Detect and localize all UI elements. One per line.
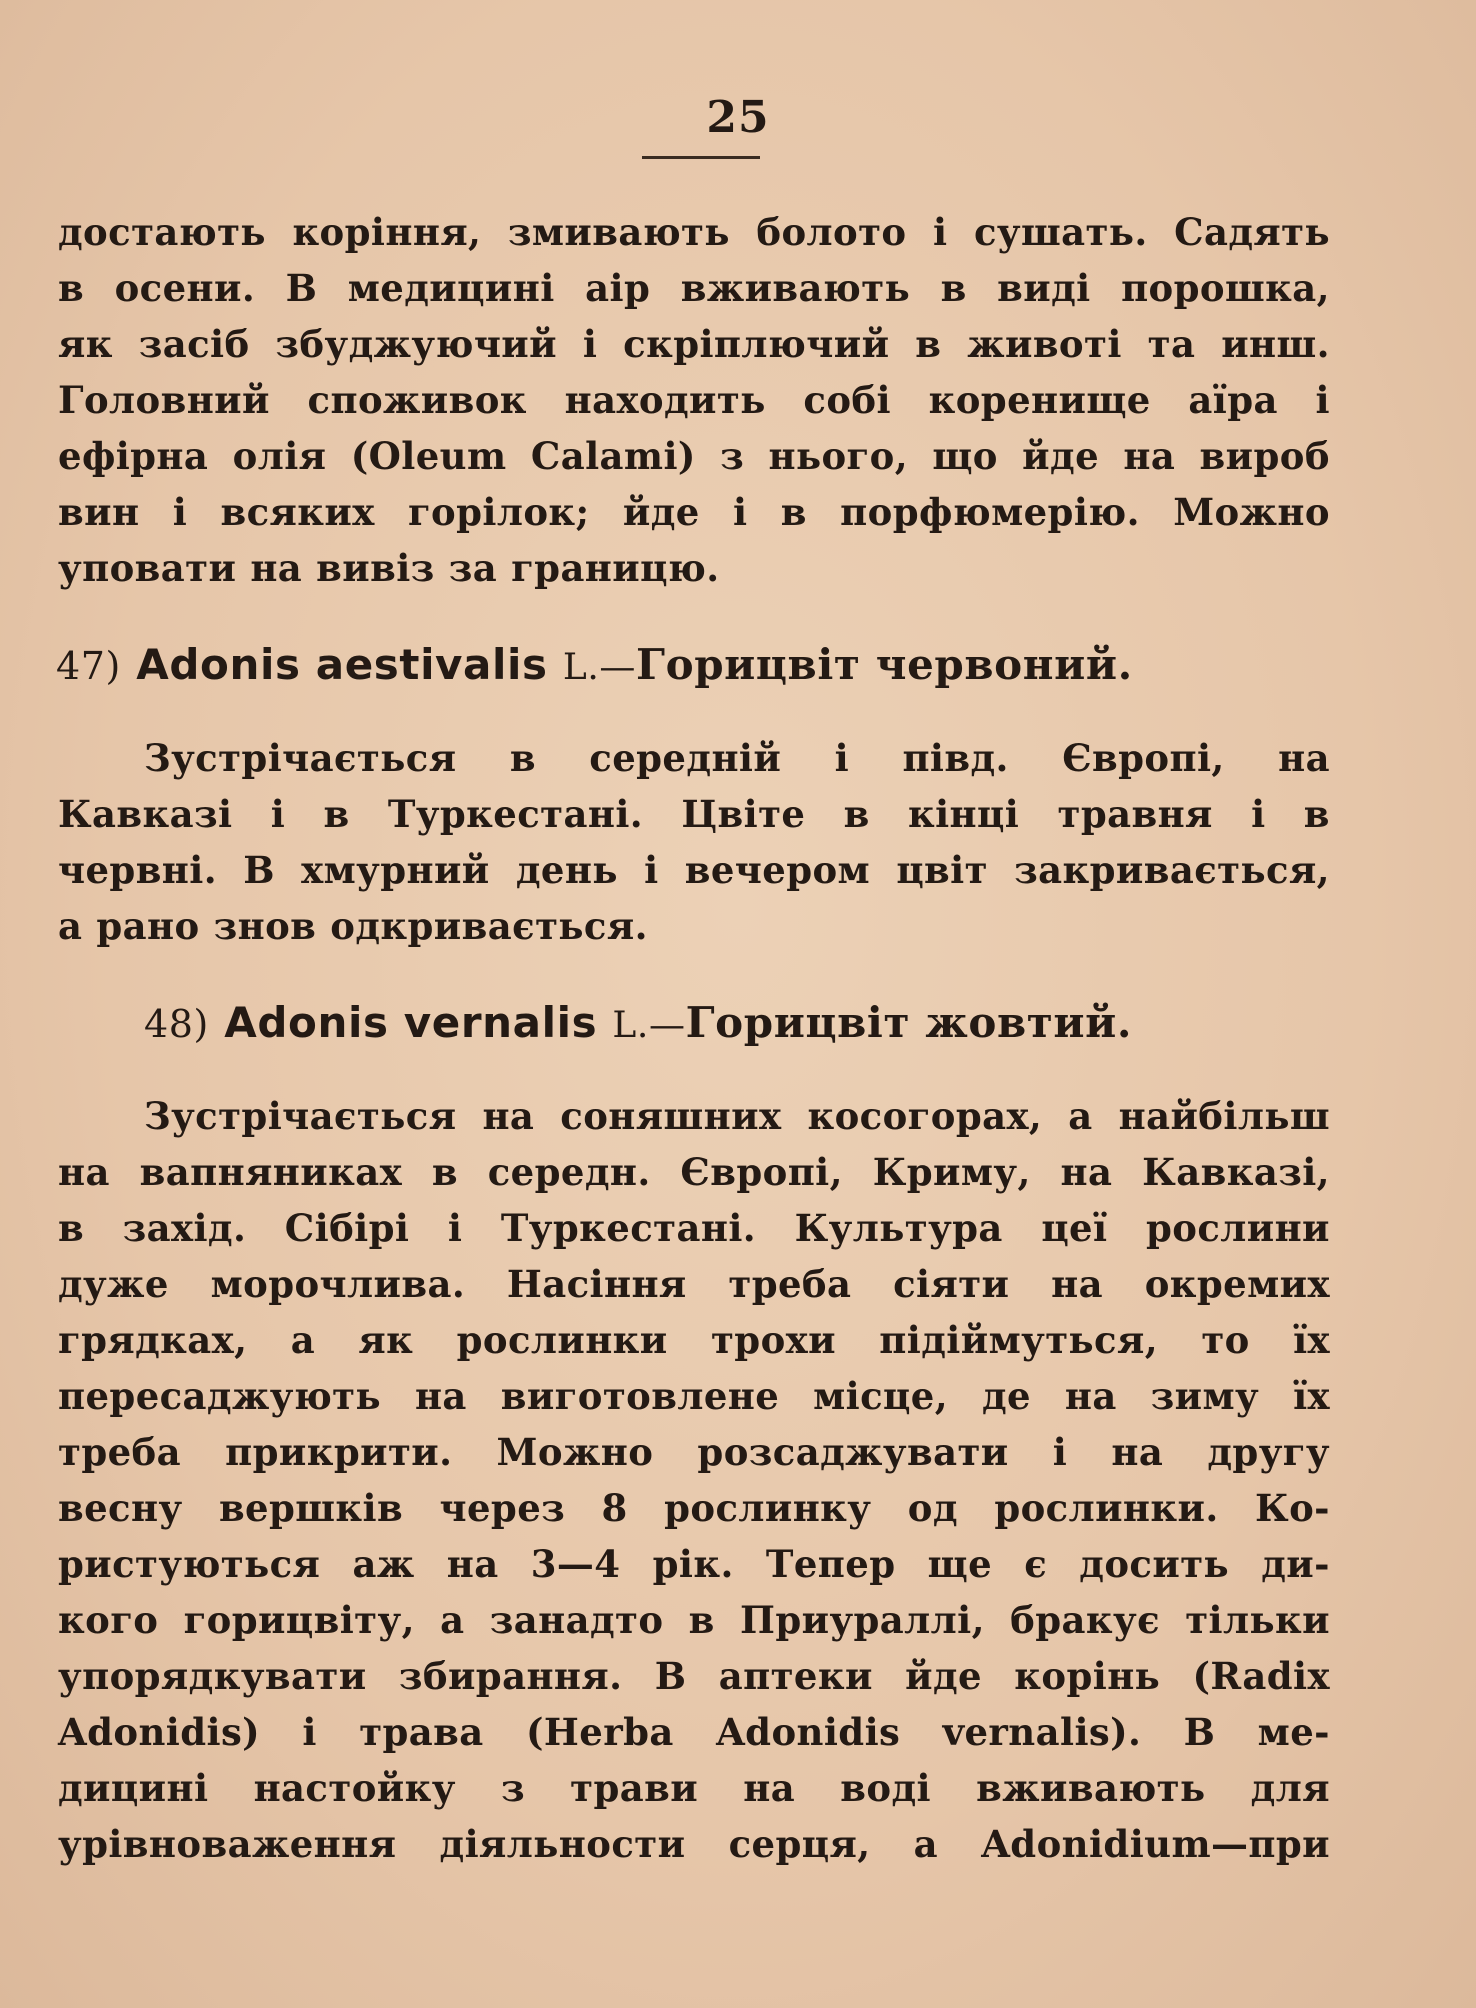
word: Ко- — [1255, 1486, 1330, 1530]
text-line — [58, 1256, 1330, 1312]
word: і — [834, 736, 850, 780]
word: на — [1123, 434, 1176, 478]
word: В — [1183, 1710, 1216, 1754]
word: Культура — [794, 1206, 1003, 1250]
word: вершків — [218, 1486, 404, 1530]
word: а — [1068, 1094, 1093, 1138]
word: вин — [58, 490, 140, 534]
text-line — [58, 204, 1330, 260]
word: Зустрічається — [144, 736, 457, 780]
word: Кавказі, — [1142, 1150, 1330, 1194]
word: косогорах, — [807, 1094, 1043, 1138]
word: Adonidium—при — [981, 1822, 1330, 1866]
word: находить — [564, 378, 766, 422]
word: другу — [1207, 1430, 1330, 1474]
word: знов — [213, 904, 317, 948]
word: аж — [352, 1542, 415, 1586]
word: і — [172, 490, 188, 534]
word: Сібірі — [284, 1206, 410, 1250]
word: Adonidis — [716, 1710, 901, 1754]
word: В — [243, 848, 275, 892]
word: Adonidis) — [58, 1710, 261, 1754]
word: і — [582, 322, 598, 366]
word: і — [447, 1206, 463, 1250]
word: то — [1201, 1318, 1250, 1362]
entry-number: 47) — [56, 644, 121, 688]
word: сіяти — [893, 1262, 1010, 1306]
word: на — [482, 1094, 535, 1138]
word: з — [720, 434, 745, 478]
word: аїра — [1188, 378, 1278, 422]
dash: — — [648, 1005, 686, 1046]
word: морочлива. — [210, 1262, 466, 1306]
text-line — [58, 260, 1330, 316]
word: на — [1278, 736, 1330, 780]
word: як — [358, 1318, 414, 1362]
word: а — [290, 1318, 316, 1362]
word: виготовлене — [500, 1374, 780, 1418]
word: засіб — [138, 322, 250, 366]
word: медицині — [347, 266, 555, 310]
word: Можно — [1173, 490, 1330, 534]
word: через — [439, 1486, 566, 1530]
word: коренище — [928, 378, 1151, 422]
word: аір — [585, 266, 651, 310]
word: границю. — [511, 546, 720, 590]
text-line — [58, 730, 1330, 786]
word: а — [58, 904, 83, 948]
word: зиму — [1150, 1374, 1260, 1418]
word: в — [1303, 792, 1330, 836]
word: животі — [967, 322, 1122, 366]
word: Туркестані. — [500, 1206, 757, 1250]
word: В — [285, 266, 318, 310]
word: порфюмерію. — [840, 490, 1140, 534]
word: В — [654, 1654, 687, 1698]
word: Тепер — [765, 1542, 896, 1586]
word: инш. — [1221, 322, 1330, 366]
word: вживають — [976, 1766, 1206, 1810]
word: олія — [232, 434, 327, 478]
word: Приураллі, — [740, 1598, 985, 1642]
word: червні. — [58, 848, 218, 892]
text-line — [58, 1368, 1330, 1424]
word: цвіт — [896, 848, 988, 892]
word: вечером — [684, 848, 871, 892]
entry-48-heading — [144, 998, 1132, 1047]
word: виді — [997, 266, 1091, 310]
word: аптеки — [718, 1654, 873, 1698]
word: окремих — [1144, 1262, 1330, 1306]
word: день — [515, 848, 618, 892]
word: і — [302, 1710, 317, 1754]
word: розсаджувати — [697, 1430, 1009, 1474]
text-line — [58, 1088, 1330, 1144]
word: і — [1251, 792, 1266, 836]
word: і — [1052, 1430, 1068, 1474]
word: vernalis). — [942, 1710, 1142, 1754]
word: 3—4 — [530, 1542, 621, 1586]
word: на — [58, 1150, 110, 1194]
word: а — [913, 1822, 939, 1866]
word: порошка, — [1121, 266, 1330, 310]
text-line — [58, 484, 1330, 540]
word: в — [58, 266, 85, 310]
word: в — [915, 322, 942, 366]
word: на — [743, 1766, 796, 1810]
word: коріння, — [292, 210, 482, 254]
word: що — [932, 434, 998, 478]
word: серця, — [728, 1822, 871, 1866]
text-line — [58, 1480, 1330, 1536]
word: весну — [58, 1486, 183, 1530]
word: одкривається. — [330, 904, 648, 948]
text-line — [58, 1648, 1330, 1704]
latin-name: Adonis aestivalis — [136, 640, 548, 689]
word: кого — [58, 1598, 159, 1642]
word: дицині — [58, 1766, 209, 1810]
word: цеї — [1041, 1206, 1108, 1250]
word: пересаджують — [58, 1374, 382, 1418]
word: вживають — [680, 266, 911, 310]
word: і — [644, 848, 659, 892]
word: рано — [96, 904, 200, 948]
word: Зустрічається — [144, 1094, 457, 1138]
word: в — [940, 266, 967, 310]
word: є — [1024, 1542, 1048, 1586]
author-abbrev: L. — [612, 1005, 649, 1046]
word: Садять — [1174, 210, 1330, 254]
word: за — [448, 546, 498, 590]
text-line — [58, 1760, 1330, 1816]
word: треба — [58, 1430, 181, 1474]
common-name: Горицвіт жовтий. — [685, 998, 1133, 1047]
word: рослинки. — [994, 1486, 1219, 1530]
word: Головний — [58, 378, 270, 422]
word: місце, — [813, 1374, 949, 1418]
word: достають — [58, 210, 266, 254]
word: од — [907, 1486, 958, 1530]
word: йде — [622, 490, 700, 534]
text-line — [58, 316, 1330, 372]
common-name: Горицвіт червоний. — [635, 640, 1133, 689]
word: трави — [570, 1766, 699, 1810]
word: рослинки — [456, 1318, 668, 1362]
word: їх — [1293, 1374, 1330, 1418]
word: і — [270, 792, 286, 836]
word: хмурний — [301, 848, 490, 892]
word: на — [1064, 1374, 1117, 1418]
word: підіймуться, — [879, 1318, 1159, 1362]
text-line — [58, 898, 1330, 954]
word: діяльности — [439, 1822, 686, 1866]
word: травня — [1057, 792, 1213, 836]
text-line — [58, 1536, 1330, 1592]
word: рослини — [1145, 1206, 1330, 1250]
text-line — [58, 428, 1330, 484]
word: споживок — [307, 378, 527, 422]
word: на — [1111, 1430, 1164, 1474]
text-line — [58, 786, 1330, 842]
word: всяких — [220, 490, 375, 534]
word: прикрити. — [225, 1430, 453, 1474]
text-line — [58, 540, 1330, 596]
word: в — [58, 1206, 85, 1250]
word: збуджуючий — [275, 322, 557, 366]
word: ще — [927, 1542, 993, 1586]
word: з — [500, 1766, 525, 1810]
entry-number: 48) — [144, 1002, 209, 1046]
word: середн. — [487, 1150, 651, 1194]
word: Calami) — [530, 434, 696, 478]
word: тільки — [1185, 1598, 1330, 1642]
word: середній — [589, 736, 782, 780]
word: кінці — [907, 792, 1020, 836]
word: вивіз — [316, 546, 435, 590]
word: і — [1315, 378, 1330, 422]
word: настойку — [253, 1766, 456, 1810]
word: (Oleum — [350, 434, 507, 478]
word: ме- — [1257, 1710, 1330, 1754]
word: трава — [359, 1710, 484, 1754]
word: в — [323, 792, 350, 836]
word: Можно — [496, 1430, 654, 1474]
word: трохи — [710, 1318, 836, 1362]
word: для — [1250, 1766, 1330, 1810]
word: Насіння — [506, 1262, 687, 1306]
continuation-paragraph — [58, 204, 1330, 596]
word: Кавказі — [58, 792, 233, 836]
word: рослинку — [664, 1486, 872, 1530]
word: змивають — [507, 210, 730, 254]
word: на — [446, 1542, 499, 1586]
word: упорядкувати — [58, 1654, 367, 1698]
word: а — [440, 1598, 465, 1642]
word: треба — [728, 1262, 852, 1306]
dash: — — [599, 647, 636, 688]
word: соняшних — [560, 1094, 782, 1138]
text-line — [58, 372, 1330, 428]
word: грядках, — [58, 1318, 248, 1362]
word: вироб — [1199, 434, 1330, 478]
word: корінь — [1014, 1654, 1161, 1698]
word: і — [733, 490, 748, 534]
entry-47-paragraph — [58, 730, 1330, 954]
word: ефірна — [58, 434, 209, 478]
word: і — [933, 210, 948, 254]
word: де — [981, 1374, 1031, 1418]
word: (Herba — [526, 1710, 674, 1754]
word: йде — [905, 1654, 982, 1698]
word: занадто — [489, 1598, 664, 1642]
word: захід. — [122, 1206, 247, 1250]
word: горілок; — [407, 490, 590, 534]
word: найбільш — [1118, 1094, 1330, 1138]
word: Криму, — [872, 1150, 1031, 1194]
word: сушать. — [973, 210, 1148, 254]
word: ди- — [1261, 1542, 1330, 1586]
word: Європі, — [680, 1150, 843, 1194]
word: досить — [1079, 1542, 1230, 1586]
word: в — [780, 490, 807, 534]
word: Туркестані. — [387, 792, 644, 836]
page-number-rule — [642, 156, 760, 159]
word: Європі, — [1062, 736, 1225, 780]
word: болото — [756, 210, 907, 254]
word: півд. — [902, 736, 1009, 780]
text-line — [58, 1704, 1330, 1760]
word: 8 — [601, 1486, 628, 1530]
author-abbrev: L. — [562, 647, 600, 688]
word: дуже — [58, 1262, 169, 1306]
word: закривається, — [1014, 848, 1330, 892]
word: воді — [840, 1766, 931, 1810]
text-line — [58, 1312, 1330, 1368]
entry-48-paragraph — [58, 1088, 1330, 1872]
word: (Radix — [1192, 1654, 1330, 1698]
word: на — [250, 546, 303, 590]
word: ристуються — [58, 1542, 321, 1586]
word: горицвіту, — [183, 1598, 415, 1642]
word: в — [843, 792, 870, 836]
word: йде — [1022, 434, 1100, 478]
word: в — [431, 1150, 458, 1194]
word: скріплючий — [623, 322, 890, 366]
text-line — [58, 1816, 1330, 1872]
word: уповати — [58, 546, 237, 590]
word: їх — [1293, 1318, 1330, 1362]
text-line — [58, 1200, 1330, 1256]
word: Цвіте — [681, 792, 806, 836]
word: бракує — [1010, 1598, 1160, 1642]
word: на — [414, 1374, 467, 1418]
page-number: 25 — [706, 92, 770, 143]
word: осени. — [114, 266, 256, 310]
word: збирання. — [398, 1654, 623, 1698]
word: в — [688, 1598, 715, 1642]
word: вапняниках — [139, 1150, 403, 1194]
text-line — [58, 1592, 1330, 1648]
word: нього, — [768, 434, 908, 478]
word: та — [1147, 322, 1196, 366]
word: собі — [803, 378, 891, 422]
latin-name: Adonis vernalis — [224, 998, 598, 1047]
word: на — [1051, 1262, 1103, 1306]
word: в — [509, 736, 536, 780]
text-line — [58, 1144, 1330, 1200]
word: як — [58, 322, 113, 366]
word: на — [1060, 1150, 1113, 1194]
text-line — [58, 1424, 1330, 1480]
entry-47-heading — [56, 640, 1133, 689]
word: рік. — [652, 1542, 734, 1586]
word: урівноваження — [58, 1822, 397, 1866]
text-line — [58, 842, 1330, 898]
